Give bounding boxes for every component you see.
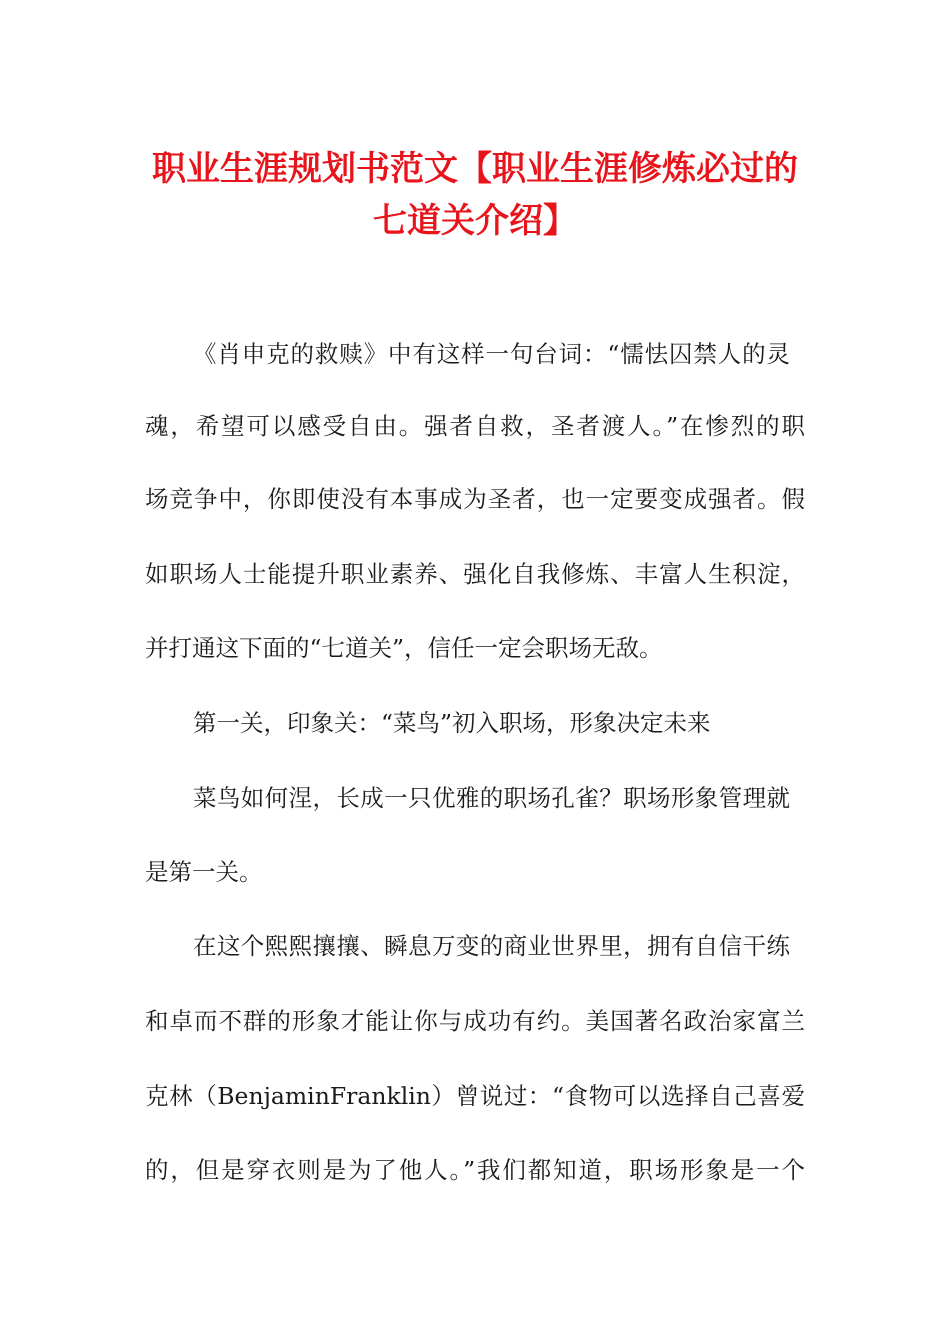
paragraph-line: 克林（BenjaminFranklin）曾说过：“食物可以选择自己喜爱 (145, 1082, 805, 1110)
paragraph-line: 魂，希望可以感受自由。强者自救，圣者渡人。”在惨烈的职 (145, 412, 805, 440)
paragraph-line: 菜鸟如何涅，长成一只优雅的职场孔雀？职场形象管理就 (193, 784, 790, 812)
document-title-line-1: 职业生涯规划书范文【职业生涯修炼必过的 (152, 149, 798, 189)
paragraph-line: 的，但是穿衣则是为了他人。”我们都知道，职场形象是一个 (145, 1156, 805, 1184)
paragraph-line: 《肖申克的救赎》中有这样一句台词：“懦怯囚禁人的灵 (193, 340, 790, 368)
paragraph-line: 场竞争中，你即使没有本事成为圣者，也一定要变成强者。假 (145, 485, 805, 513)
paragraph-line: 是第一关。 (145, 858, 263, 886)
paragraph-line: 并打通这下面的“七道关”，信任一定会职场无敌。 (145, 634, 663, 662)
document-title-line-2: 七道关介绍】 (373, 201, 577, 241)
paragraph-line: 和卓而不群的形象才能让你与成功有约。美国著名政治家富兰 (145, 1007, 805, 1035)
paragraph-line: 如职场人士能提升职业素养、强化自我修炼、丰富人生积淀， (145, 560, 805, 588)
section-heading: 第一关，印象关：“菜鸟”初入职场，形象决定未来 (193, 709, 711, 737)
paragraph-line: 在这个熙熙攘攘、瞬息万变的商业世界里，拥有自信干练 (193, 932, 790, 960)
